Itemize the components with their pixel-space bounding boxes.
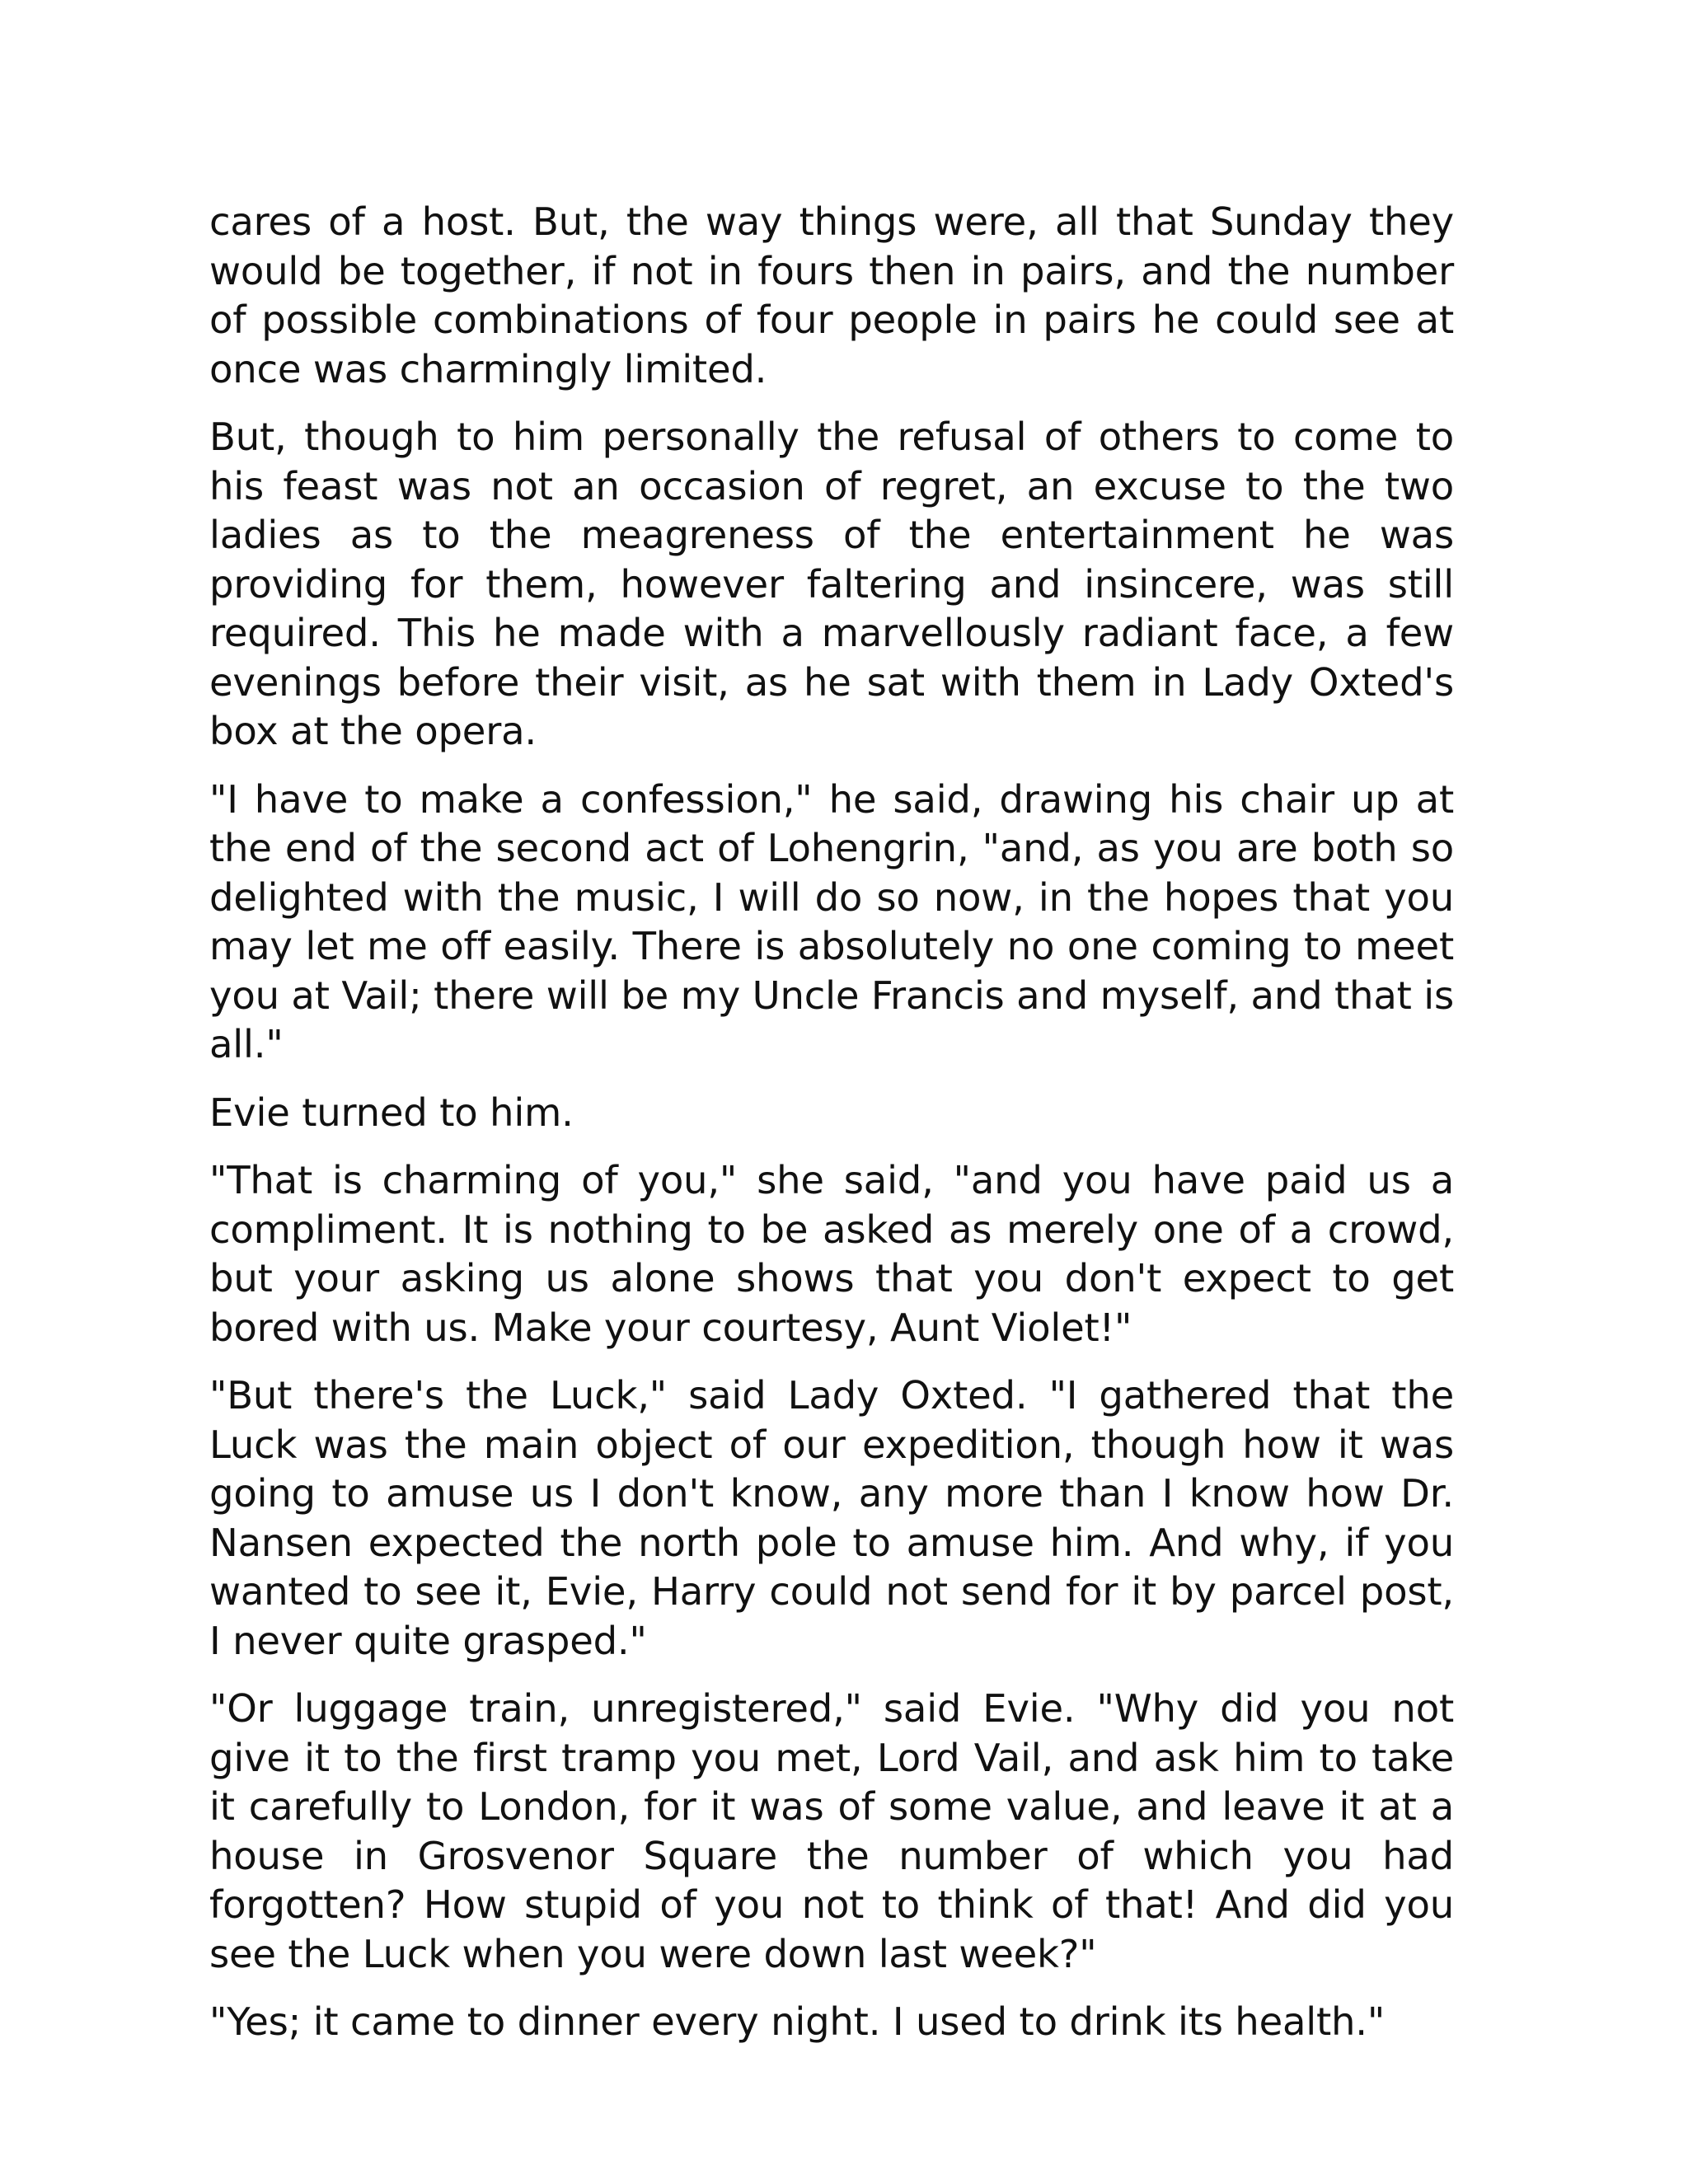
paragraph-1: cares of a host. But, the way things were, all that Sunday they would be together, if not in fours then in pairs, and the number of possible combinations of four people in pairs he could see at once was charmingly limited.: [209, 199, 1454, 391]
paragraph-8: "Yes; it came to dinner every night. I used to drink its health.": [209, 1999, 1386, 2044]
paragraph-7: "Or luggage train, unregistered," said Evie. "Why did you not give it to the first tramp you met, Lord Vail, and ask him to take it carefully to London, for it was of some value, and leave it at a house in Grosvenor Square the number of which you had forgotten? How stupid of you not to think of that! And did you see the Luck when you were down last week?": [209, 1686, 1454, 1976]
paragraph-4: Evie turned to him.: [209, 1090, 574, 1135]
paragraph-2: But, though to him personally the refusal of others to come to his feast was not an occasion of regret, an excuse to the two ladies as to the meagreness of the entertainment he was providing for them, however faltering and insincere, was still required. This he made with a marvellously radiant face, a few evenings before their visit, as he sat with them in Lady Oxted's box at the opera.: [209, 415, 1454, 753]
paragraph-5: "That is charming of you," she said, "and you have paid us a compliment. It is nothing to be asked as merely one of a crowd, but your asking us alone shows that you don't expect to get bored with us. Make your courtesy, Aunt Violet!": [209, 1158, 1454, 1350]
paragraph-6: "But there's the Luck," said Lady Oxted. "I gathered that the Luck was the main object of our expedition, though how it was going to amuse us I don't know, any more than I know how Dr. Nansen expected the north pole to amuse him. And why, if you wanted to see it, Evie, Harry could not send for it by parcel post, I never quite grasped.": [209, 1373, 1454, 1663]
page-text: [209, 198, 1454, 2047]
paragraph-3: "I have to make a confession," he said, drawing his chair up at the end of the second act of Lohengrin, "and, as you are both so delighted with the music, I will do so now, in the hopes that you may let me off easily. There is absolutely no one coming to meet you at Vail; there will be my Uncle Francis and myself, and that is all.": [209, 776, 1454, 1066]
